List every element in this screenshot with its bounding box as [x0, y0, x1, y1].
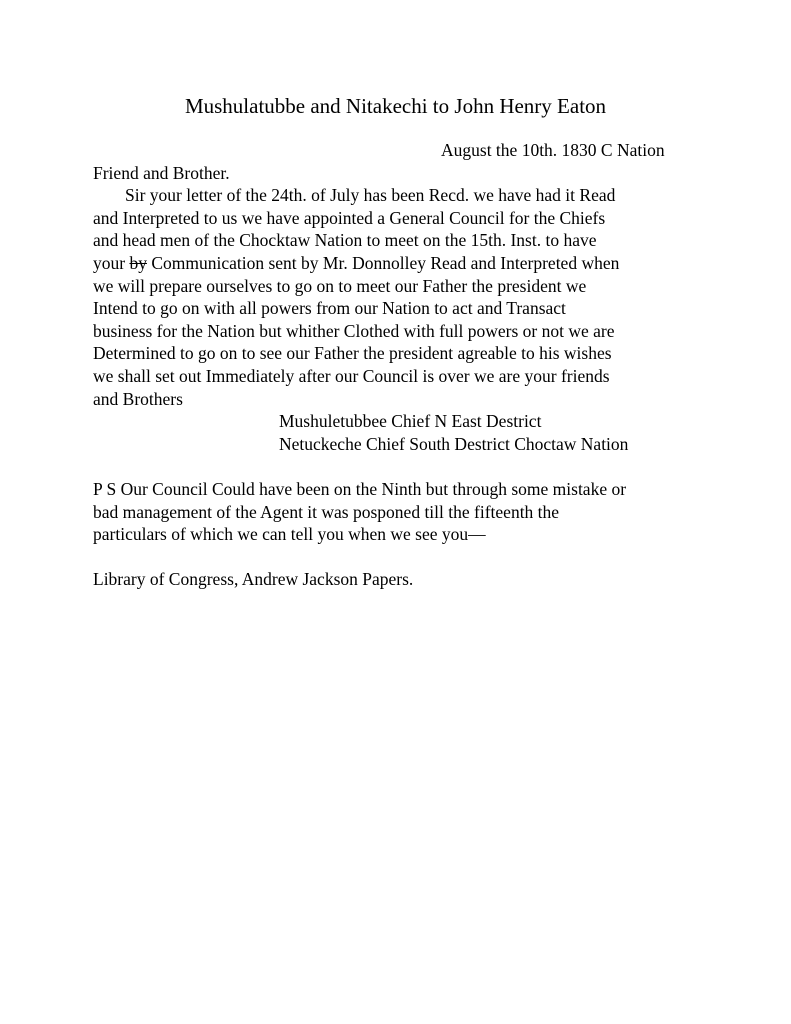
body-line: and Interpreted to us we have appointed a General Council for the Chiefs — [93, 207, 606, 228]
salutation: Friend and Brother. — [93, 162, 230, 183]
body-line — [93, 252, 713, 275]
body-line: and head men of the Chocktaw Nation to meet on the 15th. Inst. to have — [93, 230, 597, 251]
postscript-line: bad management of the Agent it was posponed till the fifteenth the — [93, 501, 560, 522]
letter-body — [93, 139, 713, 591]
struck-word: by — [129, 252, 147, 273]
body-text-segment: your — [93, 252, 130, 273]
source-citation: Library of Congress, Andrew Jackson Papers. — [93, 569, 414, 590]
dateline: August the 10th. 1830 C Nation — [441, 140, 665, 160]
postscript-line: P S Our Council Could have been on the Ninth but through some mistake or — [93, 478, 627, 499]
document-title: Mushulatubbe and Nitakechi to John Henry Eaton — [184, 94, 607, 118]
body-line: business for the Nation but whither Clothed with full powers or not we are — [93, 320, 615, 341]
body-line: Sir your letter of the 24th. of July has been Recd. we have had it Read — [125, 185, 616, 206]
paragraph-gap — [93, 455, 713, 478]
body-line: we shall set out Immediately after our Council is over we are your friends — [93, 365, 610, 386]
body-line: and Brothers — [93, 388, 183, 409]
paragraph-gap — [93, 546, 713, 569]
body-text-segment: Communication sent by Mr. Donnolley Read and Interpreted when — [146, 252, 620, 273]
signature-line: Mushuletubbee Chief N East Destrict — [279, 411, 542, 432]
body-line: we will prepare ourselves to go on to meet our Father the president we — [93, 275, 587, 296]
body-line: Determined to go on to see our Father the president agreable to his wishes — [93, 343, 612, 364]
body-line: Intend to go on with all powers from our Nation to act and Transact — [93, 298, 566, 319]
signature-line: Netuckeche Chief South Destrict Choctaw Nation — [279, 433, 629, 454]
postscript-line: particulars of which we can tell you when we see you— — [93, 524, 486, 545]
